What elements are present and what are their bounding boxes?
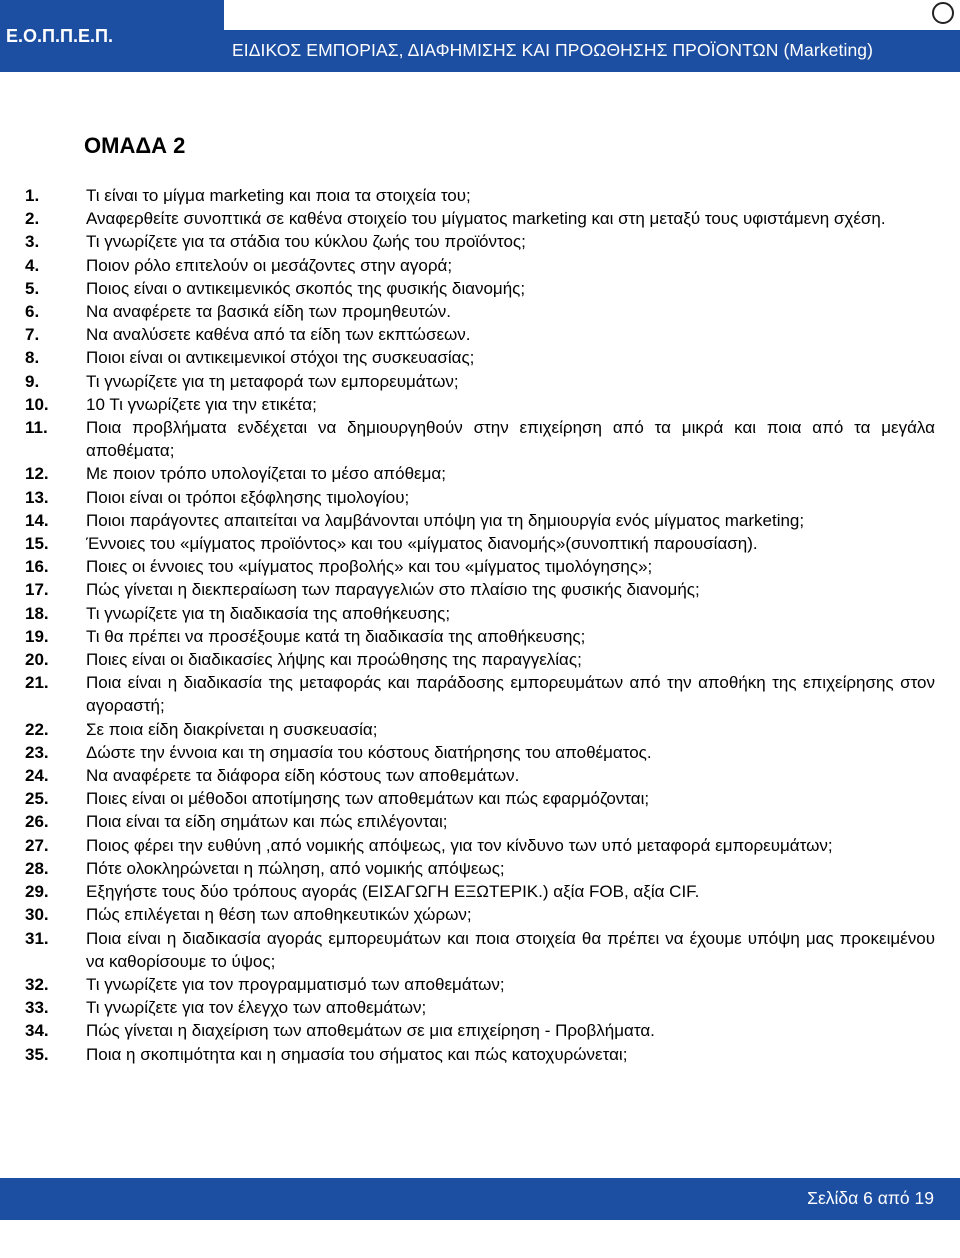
question-text: Τι γνωρίζετε για τη μεταφορά των εμπορευμάτων; xyxy=(86,371,459,391)
question-number: 17. xyxy=(25,580,49,600)
question-text: Πώς γίνεται η διαχείριση των αποθεμάτων σε μια επιχείρηση - Προβλήματα. xyxy=(86,1021,655,1041)
question-number: 28. xyxy=(25,858,49,878)
question-text: Με ποιον τρόπο υπολογίζεται το μέσο απόθεμα; xyxy=(86,464,446,484)
list-item xyxy=(25,370,935,393)
list-item xyxy=(25,834,935,857)
question-text: Ποιος είναι ο αντικειμενικός σκοπός της φυσικής διανομής; xyxy=(86,278,526,298)
question-text: Τι γνωρίζετε για τα στάδια του κύκλου ζωής του προϊόντος; xyxy=(86,232,526,252)
list-item xyxy=(25,648,935,671)
question-text: Ποιοι παράγοντες απαιτείται να λαμβάνονται υπόψη για τη δημιουργία ενός μίγματος marketing; xyxy=(86,510,805,530)
list-item xyxy=(25,486,935,509)
list-item xyxy=(25,741,935,764)
question-text: Τι γνωρίζετε για τη διαδικασία της αποθήκευσης; xyxy=(86,603,451,623)
question-text: Ποιες είναι οι διαδικασίες λήψης και προώθησης της παραγγελίας; xyxy=(86,650,582,670)
question-text: Εξηγήστε τους δύο τρόπους αγοράς (ΕΙΣΑΓΩΓΗ ΕΞΩΤΕΡΙΚ.) αξία FOB, αξία CIF. xyxy=(86,882,700,902)
question-text: 10 Τι γνωρίζετε για την ετικέτα; xyxy=(86,394,317,414)
list-item xyxy=(25,207,935,230)
page-number: Σελίδα 6 από 19 xyxy=(807,1188,934,1208)
question-number: 18. xyxy=(25,603,49,623)
question-number: 5. xyxy=(25,278,40,298)
list-item xyxy=(25,277,935,300)
question-number: 29. xyxy=(25,882,49,902)
question-text: Ποια είναι τα είδη σημάτων και πώς επιλέγονται; xyxy=(86,812,448,832)
question-number: 4. xyxy=(25,255,40,275)
question-number: 21. xyxy=(25,673,49,693)
header-title-box xyxy=(224,30,960,72)
question-number: 34. xyxy=(25,1021,49,1041)
question-number: 8. xyxy=(25,348,40,368)
page-title: ΟΜΑΔΑ 2 xyxy=(84,133,186,158)
question-text: Ποια είναι η διαδικασία της μεταφοράς και παράδοσης εμπορευμάτων από την αποθήκη της επιχείρησης στον αγοραστή; xyxy=(86,673,935,716)
question-number: 16. xyxy=(25,557,49,577)
list-item xyxy=(25,300,935,323)
question-text: Ποια προβλήματα ενδέχεται να δημιουργηθούν στην επιχείρηση από τα μικρά και ποια από τα μεγάλα αποθέματα; xyxy=(86,418,935,461)
question-number: 2. xyxy=(25,209,40,229)
question-number: 24. xyxy=(25,766,49,786)
question-number: 32. xyxy=(25,974,49,994)
list-item xyxy=(25,880,935,903)
question-number: 26. xyxy=(25,812,49,832)
question-number: 33. xyxy=(25,998,49,1018)
question-text: Να αναλύσετε καθένα από τα είδη των εκπτώσεων. xyxy=(86,325,471,345)
list-item xyxy=(25,602,935,625)
list-item xyxy=(25,996,935,1019)
question-number: 27. xyxy=(25,835,49,855)
list-item xyxy=(25,532,935,555)
question-text: Έννοιες του «μίγματος προϊόντος» και του «μίγματος διανομής»(συνοπτική παρουσίαση). xyxy=(86,534,758,554)
question-text: Ποιος φέρει την ευθύνη ,από νομικής απόψεως, για τον κίνδυνο των υπό μεταφορά εμπορευμάτων; xyxy=(86,835,833,855)
header-bar xyxy=(0,30,960,72)
question-number: 14. xyxy=(25,510,49,530)
question-number: 31. xyxy=(25,928,49,948)
list-item xyxy=(25,462,935,485)
question-text: Σε ποια είδη διακρίνεται η συσκευασία; xyxy=(86,719,378,739)
question-text: Πώς επιλέγεται η θέση των αποθηκευτικών χώρων; xyxy=(86,905,472,925)
list-item xyxy=(25,927,935,973)
question-text: Ποιες είναι οι μέθοδοι αποτίμησης των αποθεμάτων και πώς εφαρμόζονται; xyxy=(86,789,650,809)
list-item xyxy=(25,254,935,277)
question-text: Να αναφέρετε τα διάφορα είδη κόστους των αποθεμάτων. xyxy=(86,766,520,786)
question-number: 13. xyxy=(25,487,49,507)
list-item xyxy=(25,509,935,532)
question-number: 1. xyxy=(25,186,40,205)
list-item xyxy=(25,230,935,253)
list-item xyxy=(25,416,935,462)
question-number: 11. xyxy=(25,418,48,438)
question-text: Να αναφέρετε τα βασικά είδη των προμηθευτών. xyxy=(86,302,451,322)
question-text: Δώστε την έννοια και τη σημασία του κόστους διατήρησης του αποθέματος. xyxy=(86,742,652,762)
question-number: 23. xyxy=(25,742,49,762)
list-item xyxy=(25,787,935,810)
corner-circle-icon xyxy=(932,2,954,24)
list-item xyxy=(25,578,935,601)
list-item xyxy=(25,323,935,346)
question-text: Ποιες οι έννοιες του «μίγματος προβολής» και του «μίγματος τιμολόγησης»; xyxy=(86,557,653,577)
list-item xyxy=(25,1019,935,1042)
question-number: 15. xyxy=(25,534,49,554)
question-number: 7. xyxy=(25,325,40,345)
question-text: Τι θα πρέπει να προσέξουμε κατά τη διαδικασία της αποθήκευσης; xyxy=(86,626,586,646)
list-item xyxy=(25,810,935,833)
question-text: Αναφερθείτε συνοπτικά σε καθένα στοιχείο του μίγματος marketing και στη μεταξύ τους υφιστάμενη σχέση. xyxy=(86,209,886,229)
footer-bar xyxy=(0,1178,960,1220)
list-item xyxy=(25,1043,935,1066)
list-item xyxy=(25,671,935,717)
question-number: 6. xyxy=(25,302,40,322)
question-text: Πότε ολοκληρώνεται η πώληση, από νομικής απόψεως; xyxy=(86,858,505,878)
list-item xyxy=(25,764,935,787)
list-item xyxy=(25,718,935,741)
question-text: Ποιον ρόλο επιτελούν οι μεσάζοντες στην αγορά; xyxy=(86,255,453,275)
list-item xyxy=(25,857,935,880)
question-list xyxy=(25,184,935,1066)
question-text: Ποια η σκοπιμότητα και η σημασία του σήματος και πώς κατοχυρώνεται; xyxy=(86,1044,628,1064)
organization-code: Ε.Ο.Π.Π.Ε.Π. xyxy=(6,26,114,46)
question-number: 22. xyxy=(25,719,49,739)
list-item xyxy=(25,346,935,369)
question-text: Ποια είναι η διαδικασία αγοράς εμπορευμάτων και ποια στοιχεία θα πρέπει να έχουμε υπόψη μας προκειμένου να καθορίσουμε το ύψος; xyxy=(86,928,935,971)
question-number: 35. xyxy=(25,1044,49,1064)
question-text: Ποιοι είναι οι τρόποι εξόφλησης τιμολογίου; xyxy=(86,487,410,507)
header-title: ΕΙΔΙΚΟΣ ΕΜΠΟΡΙΑΣ, ΔΙΑΦΗΜΙΣΗΣ ΚΑΙ ΠΡΟΩΘΗΣΗΣ ΠΡΟΪΟΝΤΩΝ (Marketing) xyxy=(232,40,874,60)
question-text: Τι γνωρίζετε για τον προγραμματισμό των αποθεμάτων; xyxy=(86,974,505,994)
question-number: 20. xyxy=(25,650,49,670)
list-item xyxy=(25,625,935,648)
list-item xyxy=(25,184,935,207)
question-text: Πώς γίνεται η διεκπεραίωση των παραγγελιών στο πλαίσιο της φυσικής διανομής; xyxy=(86,580,700,600)
question-number: 12. xyxy=(25,464,49,484)
question-text: Τι είναι το μίγμα marketing και ποια τα στοιχεία του; xyxy=(86,186,471,205)
list-item xyxy=(25,973,935,996)
question-number: 10. xyxy=(25,394,49,414)
question-number: 19. xyxy=(25,626,49,646)
question-number: 30. xyxy=(25,905,49,925)
list-item xyxy=(25,903,935,926)
question-text: Ποιοι είναι οι αντικειμενικοί στόχοι της συσκευασίας; xyxy=(86,348,475,368)
question-text: Τι γνωρίζετε για τον έλεγχο των αποθεμάτων; xyxy=(86,998,427,1018)
question-number: 9. xyxy=(25,371,40,391)
question-number: 25. xyxy=(25,789,49,809)
list-item xyxy=(25,555,935,578)
question-number: 3. xyxy=(25,232,40,252)
list-item xyxy=(25,393,935,416)
